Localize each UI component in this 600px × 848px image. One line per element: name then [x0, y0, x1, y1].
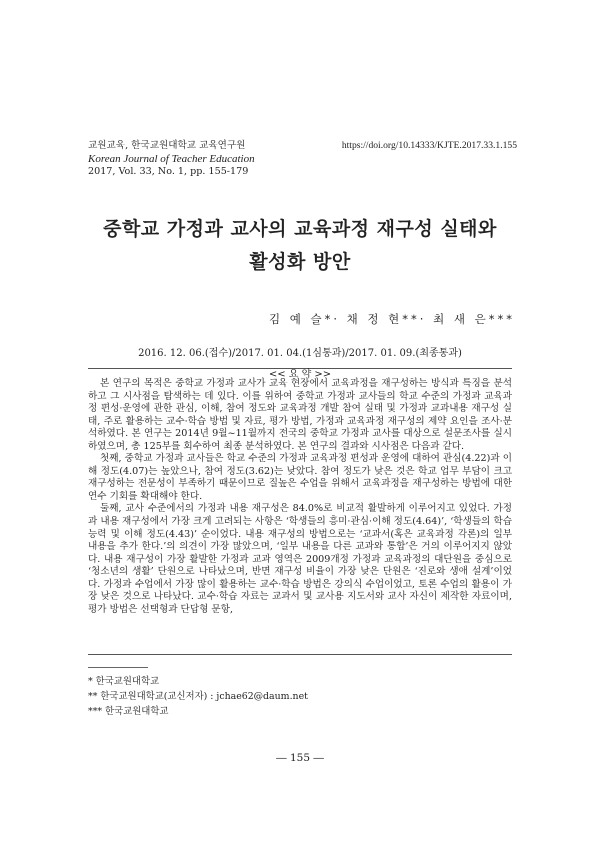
publisher-line: 교원교육, 한국교원대학교 교육연구원 [88, 140, 246, 151]
abstract-bottom-rule [88, 654, 512, 655]
abstract-body [88, 378, 512, 616]
footnote: * 한국교원대학교 [88, 676, 160, 687]
volume-info: 2017, Vol. 33, No. 1, pp. 155-179 [88, 165, 249, 177]
journal-name: Korean Journal of Teacher Education [88, 152, 255, 165]
doi-link[interactable]: https://doi.org/10.14333/KJTE.2017.33.1.155 [341, 140, 517, 151]
title-line-2: 활성화 방안 [249, 251, 351, 273]
authors: 김 예 슬*· 채 정 현**· 최 새 은*** [268, 312, 515, 326]
footnote: ** 한국교원대학교(교신저자) : jchae62@daum.net [88, 691, 308, 702]
abstract-paragraph: 본 연구의 목적은 중학교 가정과 교사가 교육 현장에서 교육과정을 재구성하는 방식과 특징을 분석하고 그 시사점을 탐색하는 데 있다. 이를 위하여 중학교 가정과 교사들의 학교 수준의 가정과 교육과정 편성·운영에 관한 관심, 이해, 참여 정도와 교육과정 개발 참여 실태 및 가정과 교과내용 재구성 실태, 주로 활용하는 교수·학습 방법 및 자료, 평가 방법, 가정과 교육과정 재구성의 제약 요인을 조사·분석하였다. 본 연구는 2014년 9월~11월까지 전국의 중학교 가정과 교사를 대상으로 설문조사를 실시하였으며, 총 125부를 회수하여 최종 분석하였다. 본 연구의 결과와 시사점은 다음과 같다. [88, 378, 512, 452]
journal-header [88, 140, 255, 178]
footnotes [88, 674, 308, 719]
footnote-separator [88, 667, 148, 668]
page-number: ― 155 ― [276, 752, 324, 764]
footnote: *** 한국교원대학교 [88, 706, 169, 717]
submission-dates: 2016. 12. 06.(접수)/2017. 01. 04.(1심통과)/2017. 01. 09.(최종통과) [138, 348, 462, 359]
abstract-heading: << 요 약 >> [263, 369, 337, 380]
paper-title [60, 213, 540, 279]
title-line-1: 중학교 가정과 교사의 교육과정 재구성 실태와 [103, 218, 497, 240]
abstract-paragraph: 첫째, 중학교 가정과 교사들은 학교 수준의 가정과 교육과정 편성과 운영에 대하여 관심(4.22)과 이해 정도(4.07)는 높았으나, 참여 정도(3.62)는 낮았다. 참여 정도가 낮은 것은 학교 업무 부담이 크고 재구성하는 전문성이 부족하기 때문이므로 질높은 수업을 위해서 교육과정을 재구성하는 방법에 대한 연수 기회를 확대해야 한다. [88, 453, 512, 502]
abstract-paragraph: 둘째, 교사 수준에서의 가정과 내용 재구성은 84.0%로 비교적 활발하게 이루어지고 있었다. 가정과 내용 재구성에서 가장 크게 고려되는 사항은 ‘학생들의 흥미·관심·이해 정도(4.64)’, ‘학생들의 학습 능력 및 이해 정도(4.43)’ 순이었다. 내용 재구성의 방법으로는 ‘교과서(혹은 교육과정 각론)의 일부 내용을 추가 한다.’의 의견이 가장 많았으며, ‘일부 내용을 다른 교과와 통합’은 거의 이루어지지 않았다. 내용 재구성이 가장 활발한 가정과 교과 영역은 2009개정 가정과 교육과정의 대단원을 중심으로 ‘청소년의 생활’ 단원으로 나타났으며, 반면 재구성 비율이 가장 낮은 단원은 ‘진로와 생애 설계’이었다. 가정과 수업에서 가장 많이 활용하는 교수·학습 방법은 강의식 수업이었고, 토론 수업의 활용이 가장 낮은 것으로 나타났다. 교수·학습 자료는 교과서 및 교사용 지도서와 교사 자신이 제작한 자료이며, 평가 방법은 선택형과 단답형 문항, [88, 503, 512, 615]
